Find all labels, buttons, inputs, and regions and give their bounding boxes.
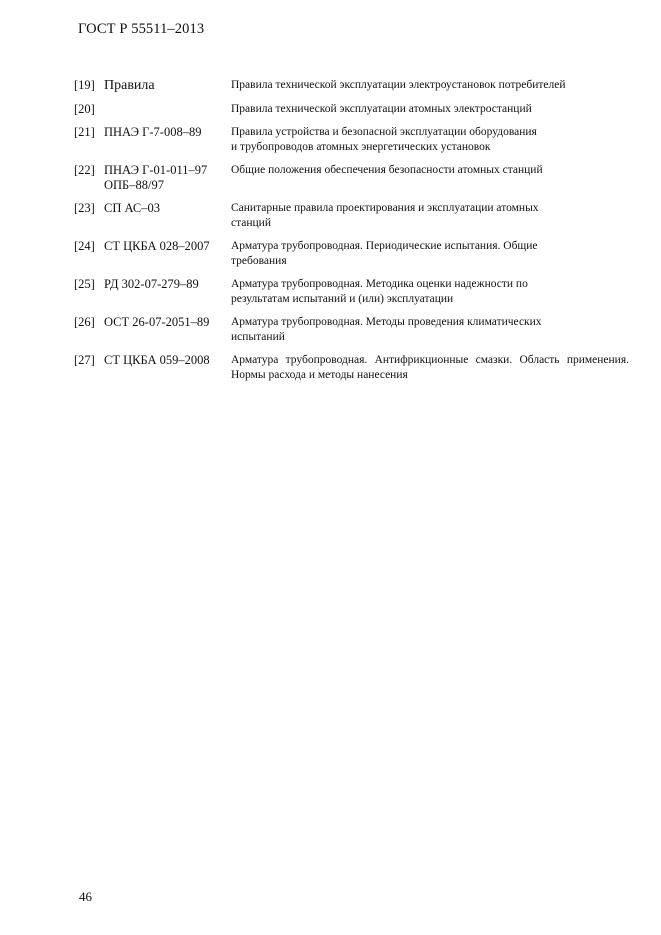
- reference-title: Арматура трубопроводная. Методы проведения климатических испытаний: [231, 316, 542, 343]
- reference-title: Арматура трубопроводная. Периодические испытания. Общие требования: [231, 240, 538, 267]
- page-number: 46: [79, 889, 92, 904]
- reference-number: [22]: [74, 163, 95, 177]
- reference-number: [21]: [74, 125, 95, 139]
- reference-title: Арматура трубопроводная. Антифрикционные смазки. Область применения. Нормы расхода и методы нанесения: [231, 354, 629, 381]
- reference-item: [74, 161, 629, 193]
- bibliography-list: [74, 76, 629, 389]
- reference-item: [74, 351, 629, 383]
- reference-code: СП АС–03: [104, 201, 160, 215]
- reference-item: [74, 100, 629, 117]
- reference-code: ОСТ 26-07-2051–89: [104, 315, 210, 329]
- reference-item: [74, 313, 629, 345]
- reference-code: [104, 100, 231, 102]
- reference-code: СТ ЦКБА 028–2007: [104, 239, 210, 253]
- reference-title: Арматура трубопроводная. Методика оценки надежности по результатам испытаний и (или) эксплуатации: [231, 278, 528, 305]
- reference-number: [23]: [74, 201, 95, 215]
- reference-title: Правила устройства и безопасной эксплуатации оборудования и трубопроводов атомных энергетических установок: [231, 126, 537, 153]
- reference-code: ПНАЭ Г-01-011–97 ОПБ–88/97: [104, 163, 208, 192]
- reference-code: РД 302-07-279–89: [104, 277, 199, 291]
- reference-item: [74, 76, 629, 94]
- reference-item: [74, 199, 629, 231]
- reference-number: [27]: [74, 353, 95, 367]
- document-header: ГОСТ Р 55511–2013: [78, 21, 205, 37]
- reference-title: Правила технической эксплуатации электроустановок потребителей: [231, 79, 566, 91]
- reference-title: Правила технической эксплуатации атомных электростанций: [231, 103, 532, 115]
- reference-code: ПНАЭ Г-7-008–89: [104, 125, 202, 139]
- reference-item: [74, 123, 629, 155]
- reference-number: [26]: [74, 315, 95, 329]
- reference-number: [25]: [74, 277, 95, 291]
- reference-code: Правила: [104, 78, 155, 93]
- reference-item: [74, 275, 629, 307]
- reference-number: [20]: [74, 102, 95, 116]
- reference-title: Санитарные правила проектирования и эксплуатации атомных станций: [231, 202, 539, 229]
- reference-code: СТ ЦКБА 059–2008: [104, 353, 210, 367]
- reference-item: [74, 237, 629, 269]
- reference-title: Общие положения обеспечения безопасности атомных станций: [231, 164, 543, 176]
- reference-number: [24]: [74, 239, 95, 253]
- reference-number: [19]: [74, 78, 95, 92]
